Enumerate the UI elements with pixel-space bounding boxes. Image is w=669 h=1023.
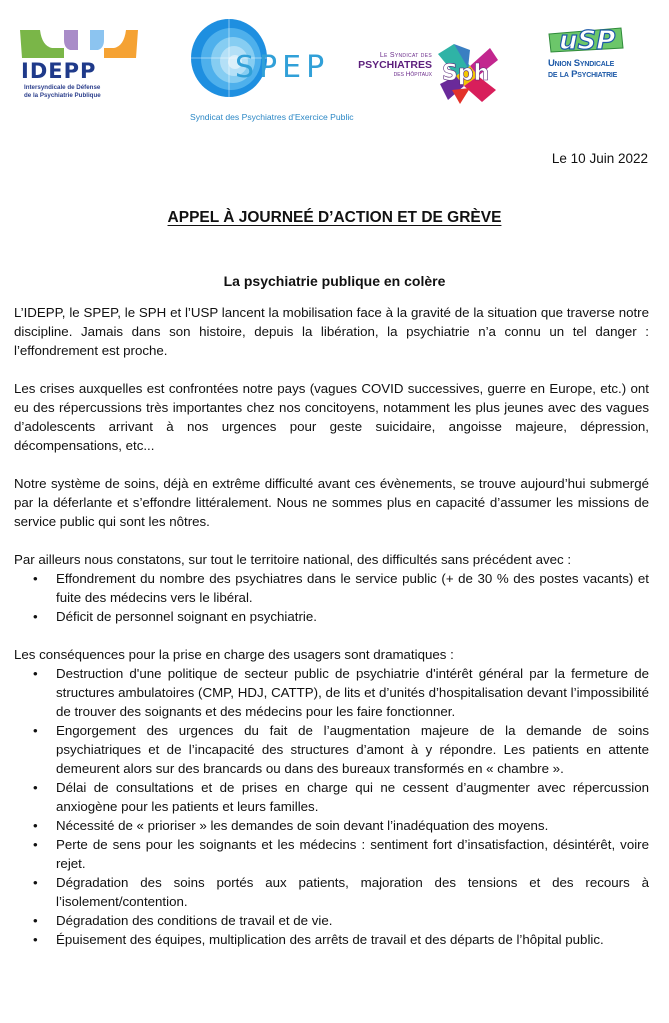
sph-text <box>356 52 432 79</box>
list-item <box>26 721 649 778</box>
list-item-text: Destruction d'une politique de secteur public de psychiatrie d'intérêt général par la fermeture de structures ambulatoires (CMP, HDJ, CATTP), de lits et d’unités d’hospitalisation devant l’impossibilité de trouver des soignants et des médecins pour les faire fonctionner. <box>56 666 649 719</box>
bullet-icon: • <box>33 913 38 928</box>
list-item <box>26 873 649 911</box>
bullet-icon: • <box>33 837 38 852</box>
list-item-text: Déficit de personnel soignant en psychiatrie. <box>56 609 317 624</box>
idepp-subtitle <box>24 84 144 99</box>
bullet-icon: • <box>33 666 38 681</box>
consequences-intro: Les conséquences pour la prise en charge des usagers sont dramatiques : <box>14 647 454 662</box>
list-item <box>26 664 649 721</box>
document-body <box>14 303 649 968</box>
list-item <box>26 816 649 835</box>
spep-subtitle: Syndicat des Psychiatres d'Exercice Public <box>190 112 354 122</box>
paragraph: Notre système de soins, déjà en extrême difficulté avant ces évènements, se trouve aujourd’hui submergé par la déferlante et s’effondre littéralement. Nous ne sommes plus en capacité d’assumer les missions de service public qui sont les nôtres. <box>14 476 649 529</box>
bullet-icon: • <box>33 571 38 586</box>
idepp-subtitle-line1: Intersyndicale de Défense <box>24 84 101 91</box>
paragraph: L’IDEPP, le SPEP, le SPH et l’USP lancent la mobilisation face à la gravité de la situation que traverse notre discipline. Jamais dans son histoire, depuis la libération, la psychiatrie n’a connu un tel danger : l’effondrement est proche. <box>14 305 649 358</box>
bullet-icon: • <box>33 723 38 738</box>
list-item-text: Délai de consultations et de prises en charge qui ne cessent d’augmenter avec répercussion anxiogène pour les patients et leurs familles. <box>56 780 649 814</box>
difficulties-list <box>14 569 649 626</box>
list-item <box>26 569 649 607</box>
usp-subtitle <box>548 58 617 80</box>
idepp-subtitle-line2: de la Psychiatrie Publique <box>24 91 101 99</box>
list-item <box>26 835 649 873</box>
list-item <box>26 930 649 949</box>
bullet-icon: • <box>33 932 38 947</box>
idepp-name: IDEPP <box>21 59 97 83</box>
list-item <box>26 778 649 816</box>
document-title: APPEL À JOURNEÉ D’ACTION ET DE GRÈVE <box>167 209 502 226</box>
list-item-text: Dégradation des conditions de travail et de vie. <box>56 913 333 928</box>
usp-line2: de la Psychiatrie <box>548 69 618 80</box>
list-item-text: Épuisement des équipes, multiplication des arrêts de travail et des départs de l’hôpital public. <box>56 932 604 947</box>
list-item-text: Engorgement des urgences du fait de l’augmentation majeure de la demande de soins psychiatriques et de l’incapacité des structures d’amont à y répondre. Les patients en attente demeurent alors sur des brancards ou dans des bureaux transformés en « chambre ». <box>56 723 649 776</box>
list-item <box>26 607 649 626</box>
bullet-icon: • <box>33 875 38 890</box>
list-item-text: Effondrement du nombre des psychiatres dans le service public (+ de 30 % des postes vacants) et fuite des médecins vers le libéral. <box>56 571 649 605</box>
spep-logo <box>190 15 360 125</box>
document-subtitle: La psychiatrie publique en colère <box>223 273 446 289</box>
sph-line1: Le Syndicat des <box>379 52 432 59</box>
sph-line3: des Hôpitaux <box>393 71 432 78</box>
logo-header <box>0 0 669 130</box>
sph-mark-icon <box>434 40 500 106</box>
bullet-icon: • <box>33 780 38 795</box>
list-item-text: Dégradation des soins portés aux patients, majoration des tensions et des recours à l’isolement/contention. <box>56 875 649 909</box>
usp-logo <box>540 20 635 90</box>
document-date: Le 10 Juin 2022 <box>551 151 648 166</box>
bullet-icon: • <box>33 609 38 624</box>
bullet-icon: • <box>33 818 38 833</box>
difficulties-intro: Par ailleurs nous constatons, sur tout le territoire national, des difficultés sans précédent avec : <box>14 552 572 567</box>
usp-badge-icon <box>545 24 625 54</box>
sph-mark-text: Sph <box>442 61 490 86</box>
consequences-list <box>14 664 649 949</box>
idepp-logo <box>18 28 140 100</box>
paragraph: Les crises auxquelles est confrontées notre pays (vagues COVID successives, guerre en Europe, etc.) ont eu des répercussions très importantes chez nos concitoyens, notamment les plus jeunes avec des vagues d’adolescents arrivant à nos urgences pour geste suicidaire, angoisse majeure, dépression, décompensations, etc... <box>14 381 649 453</box>
usp-line1: Union Syndicale <box>548 58 615 69</box>
list-item-text: Nécessité de « prioriser » les demandes de soin devant l’inadéquation des moyens. <box>56 818 549 833</box>
usp-mark-text: uSP <box>559 26 616 54</box>
list-item-text: Perte de sens pour les soignants et les médecins : sentiment fort d’insatisfaction, désintérêt, voire rejet. <box>56 837 649 871</box>
spep-name: SPEP <box>235 50 330 85</box>
idepp-logo-shapes-icon <box>18 28 140 60</box>
sph-line2: PSYCHIATRES <box>358 59 432 71</box>
sph-logo <box>356 40 501 108</box>
list-item <box>26 911 649 930</box>
